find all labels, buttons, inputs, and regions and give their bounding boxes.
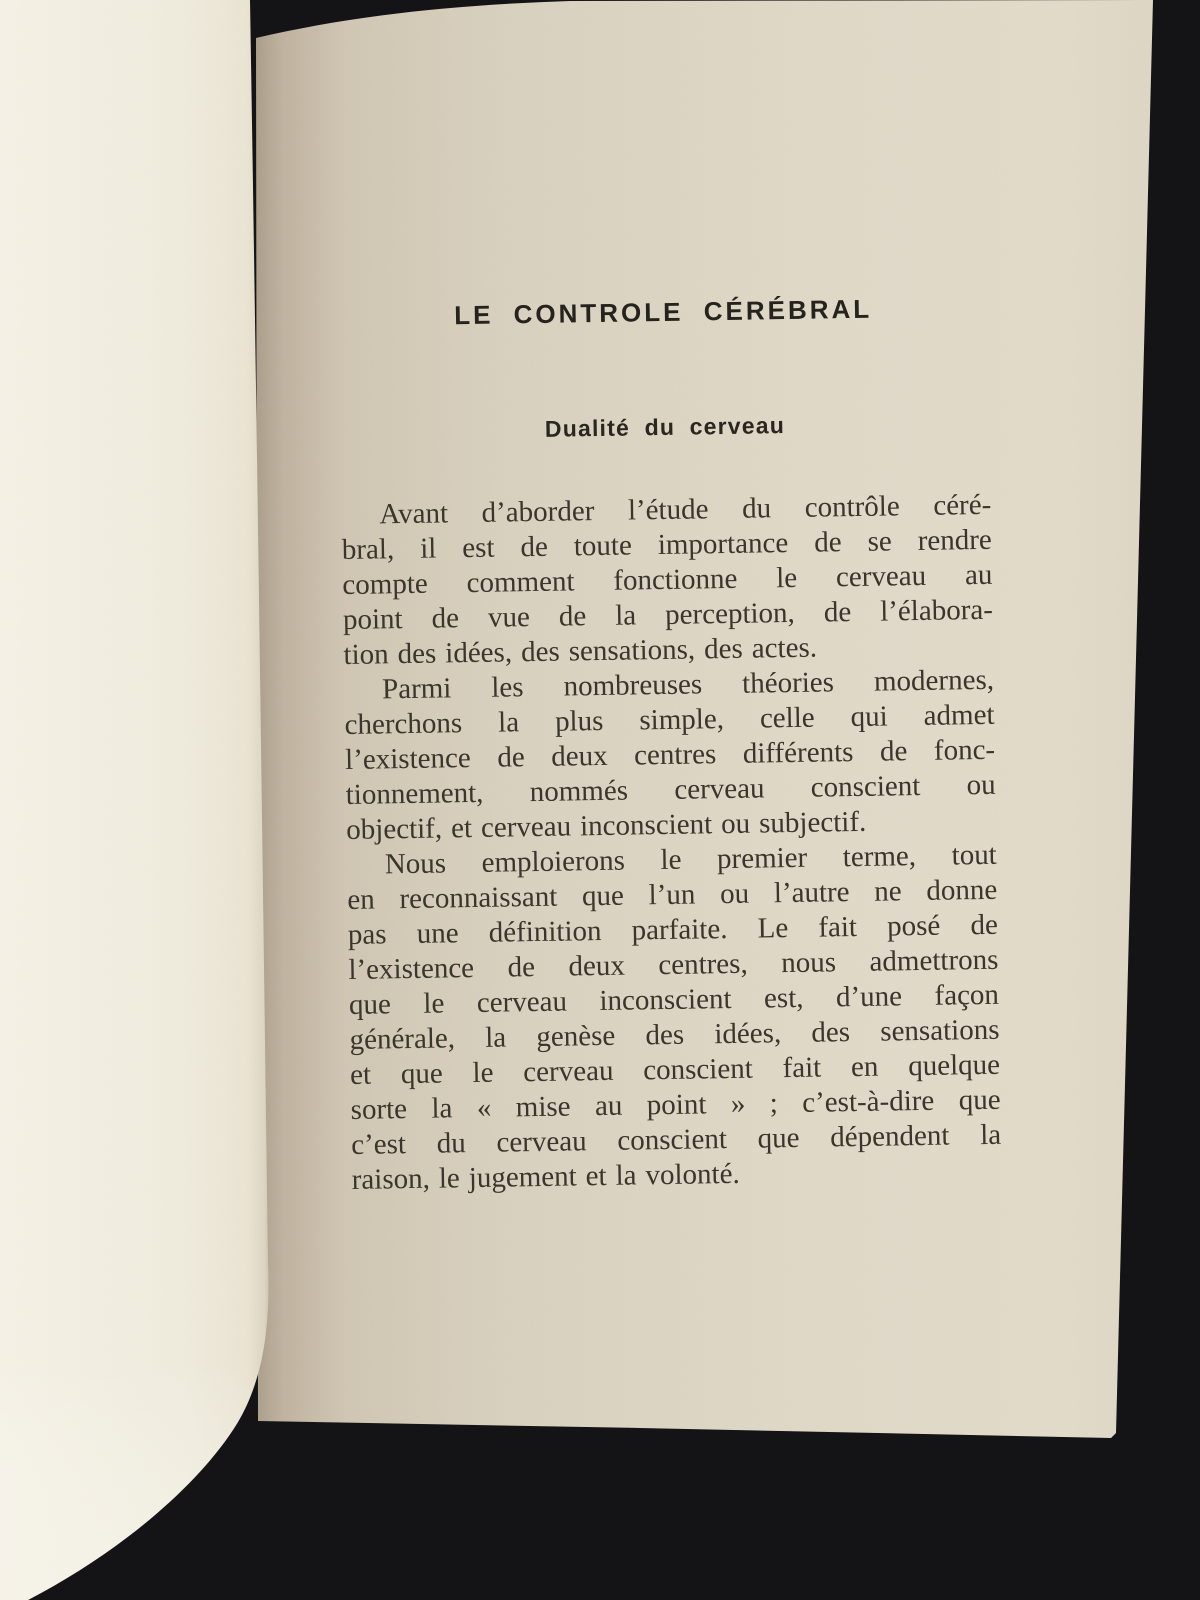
text-line: l’existence de deux centres, nous admettrons xyxy=(348,943,999,986)
text-line: pas une définition parfaite. Le fait posé de xyxy=(347,908,999,951)
text-line: générale, la genèse des idées, des sensations xyxy=(349,1013,1000,1056)
text-line: Nous emploierons le premier terme, tout xyxy=(384,838,997,881)
text-line: sorte la « mise au point » ; c’est-à-dire que xyxy=(350,1083,1001,1126)
text-line: tionnement, nommés cerveau conscient ou xyxy=(345,768,996,811)
text-line: et que le cerveau conscient fait en quelque xyxy=(349,1048,1001,1091)
text-line: en reconnaissant que l’un ou l’autre ne donne xyxy=(347,873,998,916)
text-line: cherchons la plus simple, celle qui admet xyxy=(344,698,995,742)
text-line: Avant d’aborder l’étude du contrôle céré- xyxy=(379,488,992,531)
text-line: bral, il est de toute importance de se rendre xyxy=(341,523,993,567)
text-line: raison, le jugement et la volonté. xyxy=(351,1157,740,1196)
text-line: que le cerveau inconscient est, d’une façon xyxy=(348,978,1000,1021)
paragraph xyxy=(347,838,1002,1198)
page-content xyxy=(338,292,1002,1198)
section-heading: Dualité du cerveau xyxy=(544,412,786,442)
page-title: LE CONTROLE CÉRÉBRAL xyxy=(453,293,873,331)
text-line: point de vue de la perception, de l’élabora- xyxy=(342,593,994,637)
text-line: l’existence de deux centres différents de fonc- xyxy=(344,733,996,776)
paragraph xyxy=(341,488,994,673)
text-line: objectif, et cerveau inconscient ou subjectif. xyxy=(346,805,867,846)
text-line: c’est du cerveau conscient que dépendent la xyxy=(350,1118,1002,1161)
text-line: tion des idées, des sensations, des actes. xyxy=(343,631,818,672)
body-text xyxy=(341,488,1002,1198)
paragraph xyxy=(344,663,997,848)
text-line: Parmi les nombreuses théories modernes, xyxy=(381,663,995,706)
text-line: compte comment fonctionne le cerveau au xyxy=(342,558,993,602)
